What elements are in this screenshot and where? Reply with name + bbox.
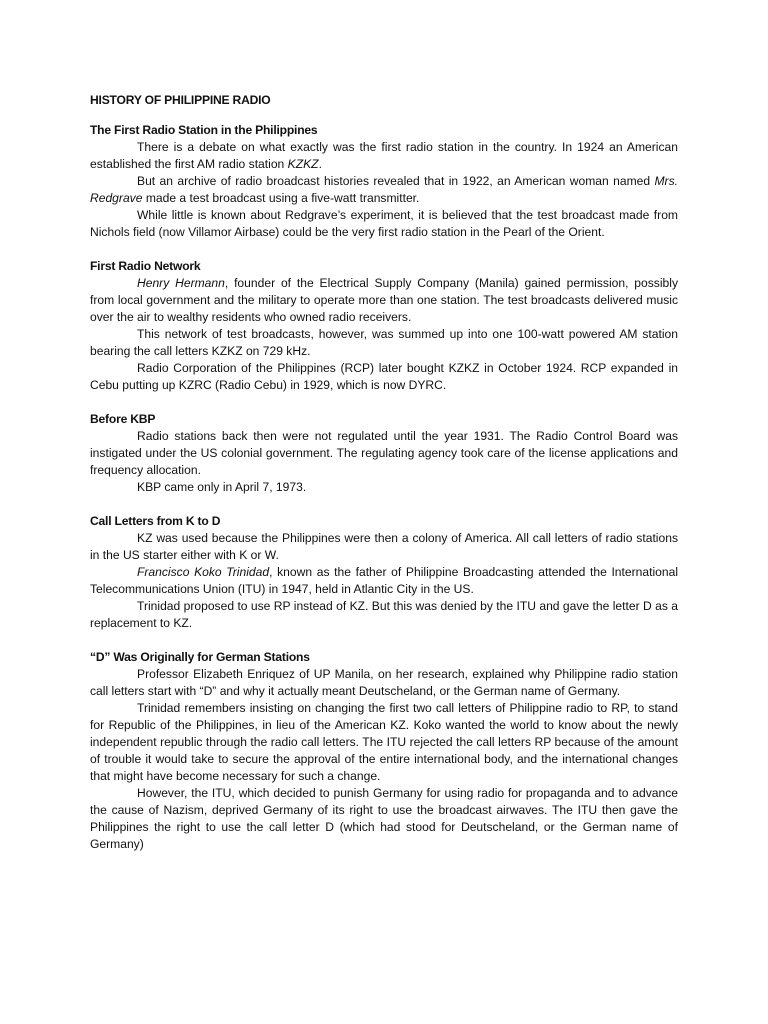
paragraph (90, 785, 678, 853)
paragraph (90, 530, 678, 564)
text-run: However, the ITU, which decided to punish Germany for using radio for propaganda and to advance the cause of Nazism, deprived Germany of its right to use the broadcast airwaves. The ITU then gave the Philippines the right to use the call letter D (which had stood for Deutscheland, or the German name of Germany) (90, 786, 678, 851)
section-heading: Call Letters from K to D (90, 514, 221, 528)
text-run: , known as the father of Philippine Broadcasting attended the International Telecommunications Union (ITU) in 1947, held in Atlantic City in the US. (90, 565, 679, 596)
section-heading: The First Radio Station in the Philippines (90, 123, 318, 137)
section-heading: Before KBP (90, 412, 156, 426)
section (90, 513, 678, 632)
document-body (90, 122, 678, 853)
section (90, 122, 678, 241)
paragraph (90, 173, 678, 207)
section (90, 649, 678, 853)
paragraph (90, 326, 678, 360)
italic-text: Henry Hermann (137, 276, 225, 290)
italic-text: KZKZ (287, 157, 319, 171)
section (90, 411, 678, 496)
paragraph (90, 598, 678, 632)
text-run: , founder of the Electrical Supply Company (Manila) gained permission, possibly from local government and the military to operate more than one station. The test broadcasts delivered music over the air to wealthy residents who owned radio receivers. (90, 276, 678, 324)
section-heading: “D” Was Originally for German Stations (90, 650, 310, 664)
text-run: KZ was used because the Philippines were then a colony of America. All call letters of radio stations in the US starter either with K or W. (90, 531, 678, 562)
paragraph (90, 207, 678, 241)
paragraph (90, 428, 678, 479)
text-run: Professor Elizabeth Enriquez of UP Manila, on her research, explained why Philippine radio station call letters start with “D” and why it actually meant Deutscheland, or the German name of Germany. (90, 667, 678, 698)
paragraph (90, 275, 678, 326)
section-heading: First Radio Network (90, 259, 201, 273)
text-run: This network of test broadcasts, however, was summed up into one 100-watt powered AM station bearing the call letters KZKZ on 729 kHz. (90, 327, 678, 358)
italic-text: Mrs. Redgrave (90, 174, 678, 205)
document-title: HISTORY OF PHILIPPINE RADIO (90, 93, 271, 107)
text-run: Trinidad proposed to use RP instead of KZ. But this was denied by the ITU and gave the letter D as a replacement to KZ. (90, 599, 678, 630)
document-page (90, 92, 678, 870)
text-run: . (318, 157, 322, 171)
italic-text: Francisco Koko Trinidad (137, 565, 270, 579)
text-run: There is a debate on what exactly was the first radio station in the country. In 1924 an American established the first AM radio station (90, 140, 678, 171)
paragraph (90, 139, 678, 173)
paragraph (90, 564, 678, 598)
text-run: KBP came only in April 7, 1973. (137, 480, 307, 494)
text-run: While little is known about Redgrave’s experiment, it is believed that the test broadcast made from Nichols field (now Villamor Airbase) could be the very first radio station in the Pearl of the Orient. (90, 208, 678, 239)
paragraph (90, 479, 678, 496)
text-run: Trinidad remembers insisting on changing the first two call letters of Philippine radio to RP, to stand for Republic of the Philippines, in lieu of the American KZ. Koko wanted the world to know about the newly independent republic through the radio call letters. The ITU rejected the call letters RP because of the amount of trouble it would take to secure the approval of the entire international body, and the international changes that might have become necessary for such a change. (90, 701, 678, 783)
text-run: Radio stations back then were not regulated until the year 1931. The Radio Control Board was instigated under the US colonial government. The regulating agency took care of the license applications and frequency allocation. (90, 429, 678, 477)
paragraph (90, 666, 678, 700)
text-run: But an archive of radio broadcast histories revealed that in 1922, an American woman named (137, 174, 655, 188)
section (90, 258, 678, 394)
paragraph (90, 700, 678, 785)
paragraph (90, 360, 678, 394)
text-run: made a test broadcast using a five-watt transmitter. (142, 191, 420, 205)
text-run: Radio Corporation of the Philippines (RCP) later bought KZKZ in October 1924. RCP expanded in Cebu putting up KZRC (Radio Cebu) in 1929, which is now DYRC. (90, 361, 678, 392)
